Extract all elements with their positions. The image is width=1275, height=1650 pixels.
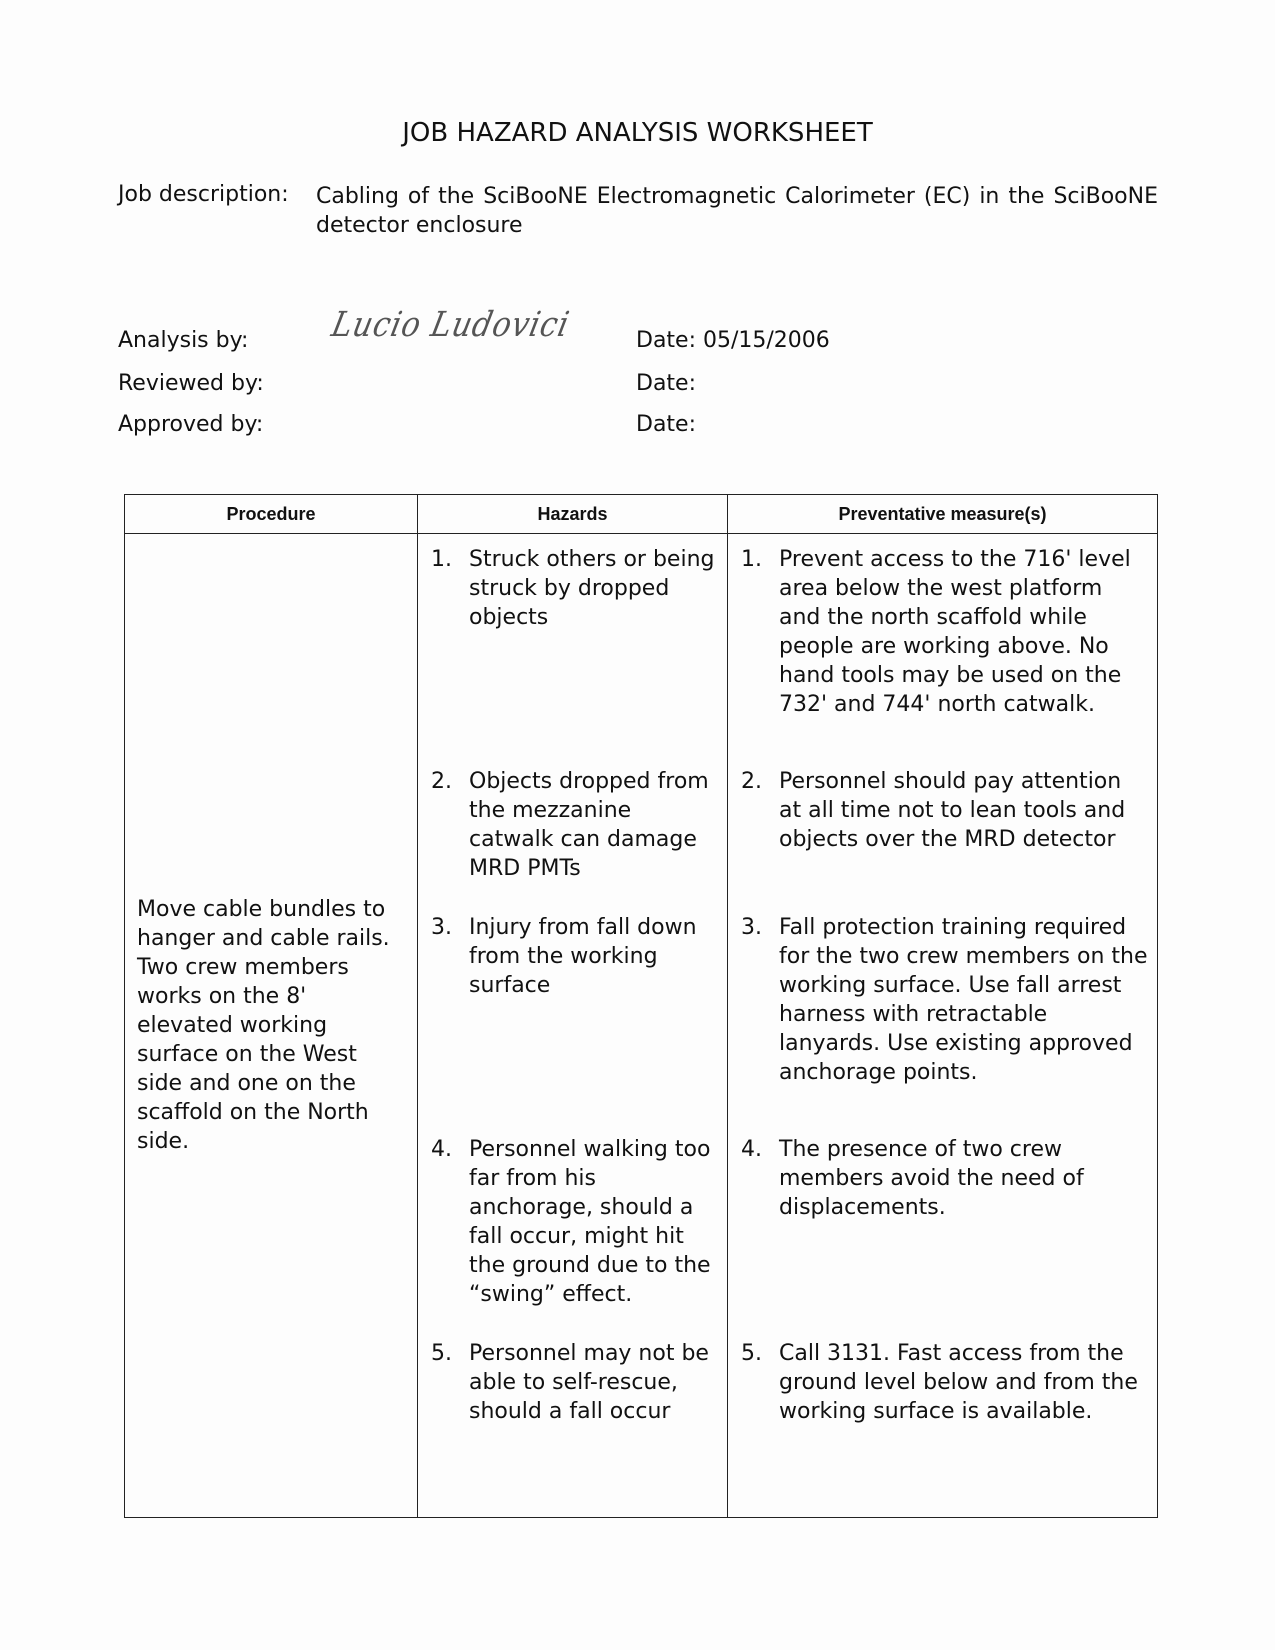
item-text: Injury from fall down from the working surface xyxy=(469,915,697,998)
item-number: 2. xyxy=(741,769,762,794)
item-number: 4. xyxy=(741,1137,762,1162)
item-number: 3. xyxy=(431,915,452,940)
table-header-row xyxy=(125,495,1158,534)
measure-item xyxy=(729,1135,1156,1309)
hazard-item xyxy=(419,1135,726,1309)
analysis-by-label: Analysis by: xyxy=(118,328,249,353)
analysis-signature: Lucio Ludovici xyxy=(328,304,574,345)
reviewed-date-label: Date: xyxy=(636,371,696,396)
page-title: JOB HAZARD ANALYSIS WORKSHEET xyxy=(402,118,873,148)
item-number: 1. xyxy=(741,547,762,572)
item-number: 3. xyxy=(741,915,762,940)
item-number: 5. xyxy=(431,1341,452,1366)
item-number: 2. xyxy=(431,769,452,794)
item-number: 5. xyxy=(741,1341,762,1366)
header-procedure: Procedure xyxy=(125,495,418,534)
item-text: Prevent access to the 716' level area below the west platform and the north scaffold while people are working above. No hand tools may be used on the 732' and 744' north catwalk. xyxy=(779,547,1131,717)
hazard-item xyxy=(419,545,726,737)
hazard-item xyxy=(419,767,726,883)
job-description-label: Job description: xyxy=(118,182,289,207)
job-description-text: Cabling of the SciBooNE Electromagnetic Calorimeter (EC) in the SciBooNE detector enclosure xyxy=(316,184,1158,238)
header-hazards: Hazards xyxy=(418,495,728,534)
analysis-date: Date: 05/15/2006 xyxy=(636,328,830,353)
hazards-cell xyxy=(418,534,728,1518)
hazard-item xyxy=(419,1339,726,1426)
item-number: 1. xyxy=(431,547,452,572)
item-text: Struck others or being struck by dropped objects xyxy=(469,547,715,630)
item-text: Personnel walking too far from his anchorage, should a fall occur, might hit the ground due to the “swing” effect. xyxy=(469,1137,711,1307)
hazard-item xyxy=(419,913,726,1105)
measures-cell xyxy=(728,534,1158,1518)
item-text: Fall protection training required for the two crew members on the working surface. Use fall arrest harness with retractable lanyards. Use existing approved anchorage points. xyxy=(779,915,1148,1085)
reviewed-by-label: Reviewed by: xyxy=(118,371,264,396)
measure-item xyxy=(729,767,1156,883)
table-row xyxy=(125,534,1158,1518)
approved-date-label: Date: xyxy=(636,412,696,437)
procedure-cell: Move cable bundles to hanger and cable rails. Two crew members works on the 8' elevated working surface on the West side and one on the scaffold on the North side. xyxy=(125,534,418,1518)
measure-item xyxy=(729,545,1156,737)
item-text: Call 3131. Fast access from the ground level below and from the working surface is available. xyxy=(779,1341,1138,1424)
header-measures: Preventative measure(s) xyxy=(728,495,1158,534)
measure-item xyxy=(729,913,1156,1105)
item-number: 4. xyxy=(431,1137,452,1162)
hazard-table xyxy=(124,494,1158,1518)
item-text: Personnel may not be able to self-rescue, should a fall occur xyxy=(469,1341,709,1424)
item-text: The presence of two crew members avoid the need of displacements. xyxy=(779,1137,1084,1220)
item-text: Personnel should pay attention at all time not to lean tools and objects over the MRD detector xyxy=(779,769,1126,852)
measure-item xyxy=(729,1339,1156,1426)
item-text: Objects dropped from the mezzanine catwalk can damage MRD PMTs xyxy=(469,769,709,881)
approved-by-label: Approved by: xyxy=(118,412,264,437)
